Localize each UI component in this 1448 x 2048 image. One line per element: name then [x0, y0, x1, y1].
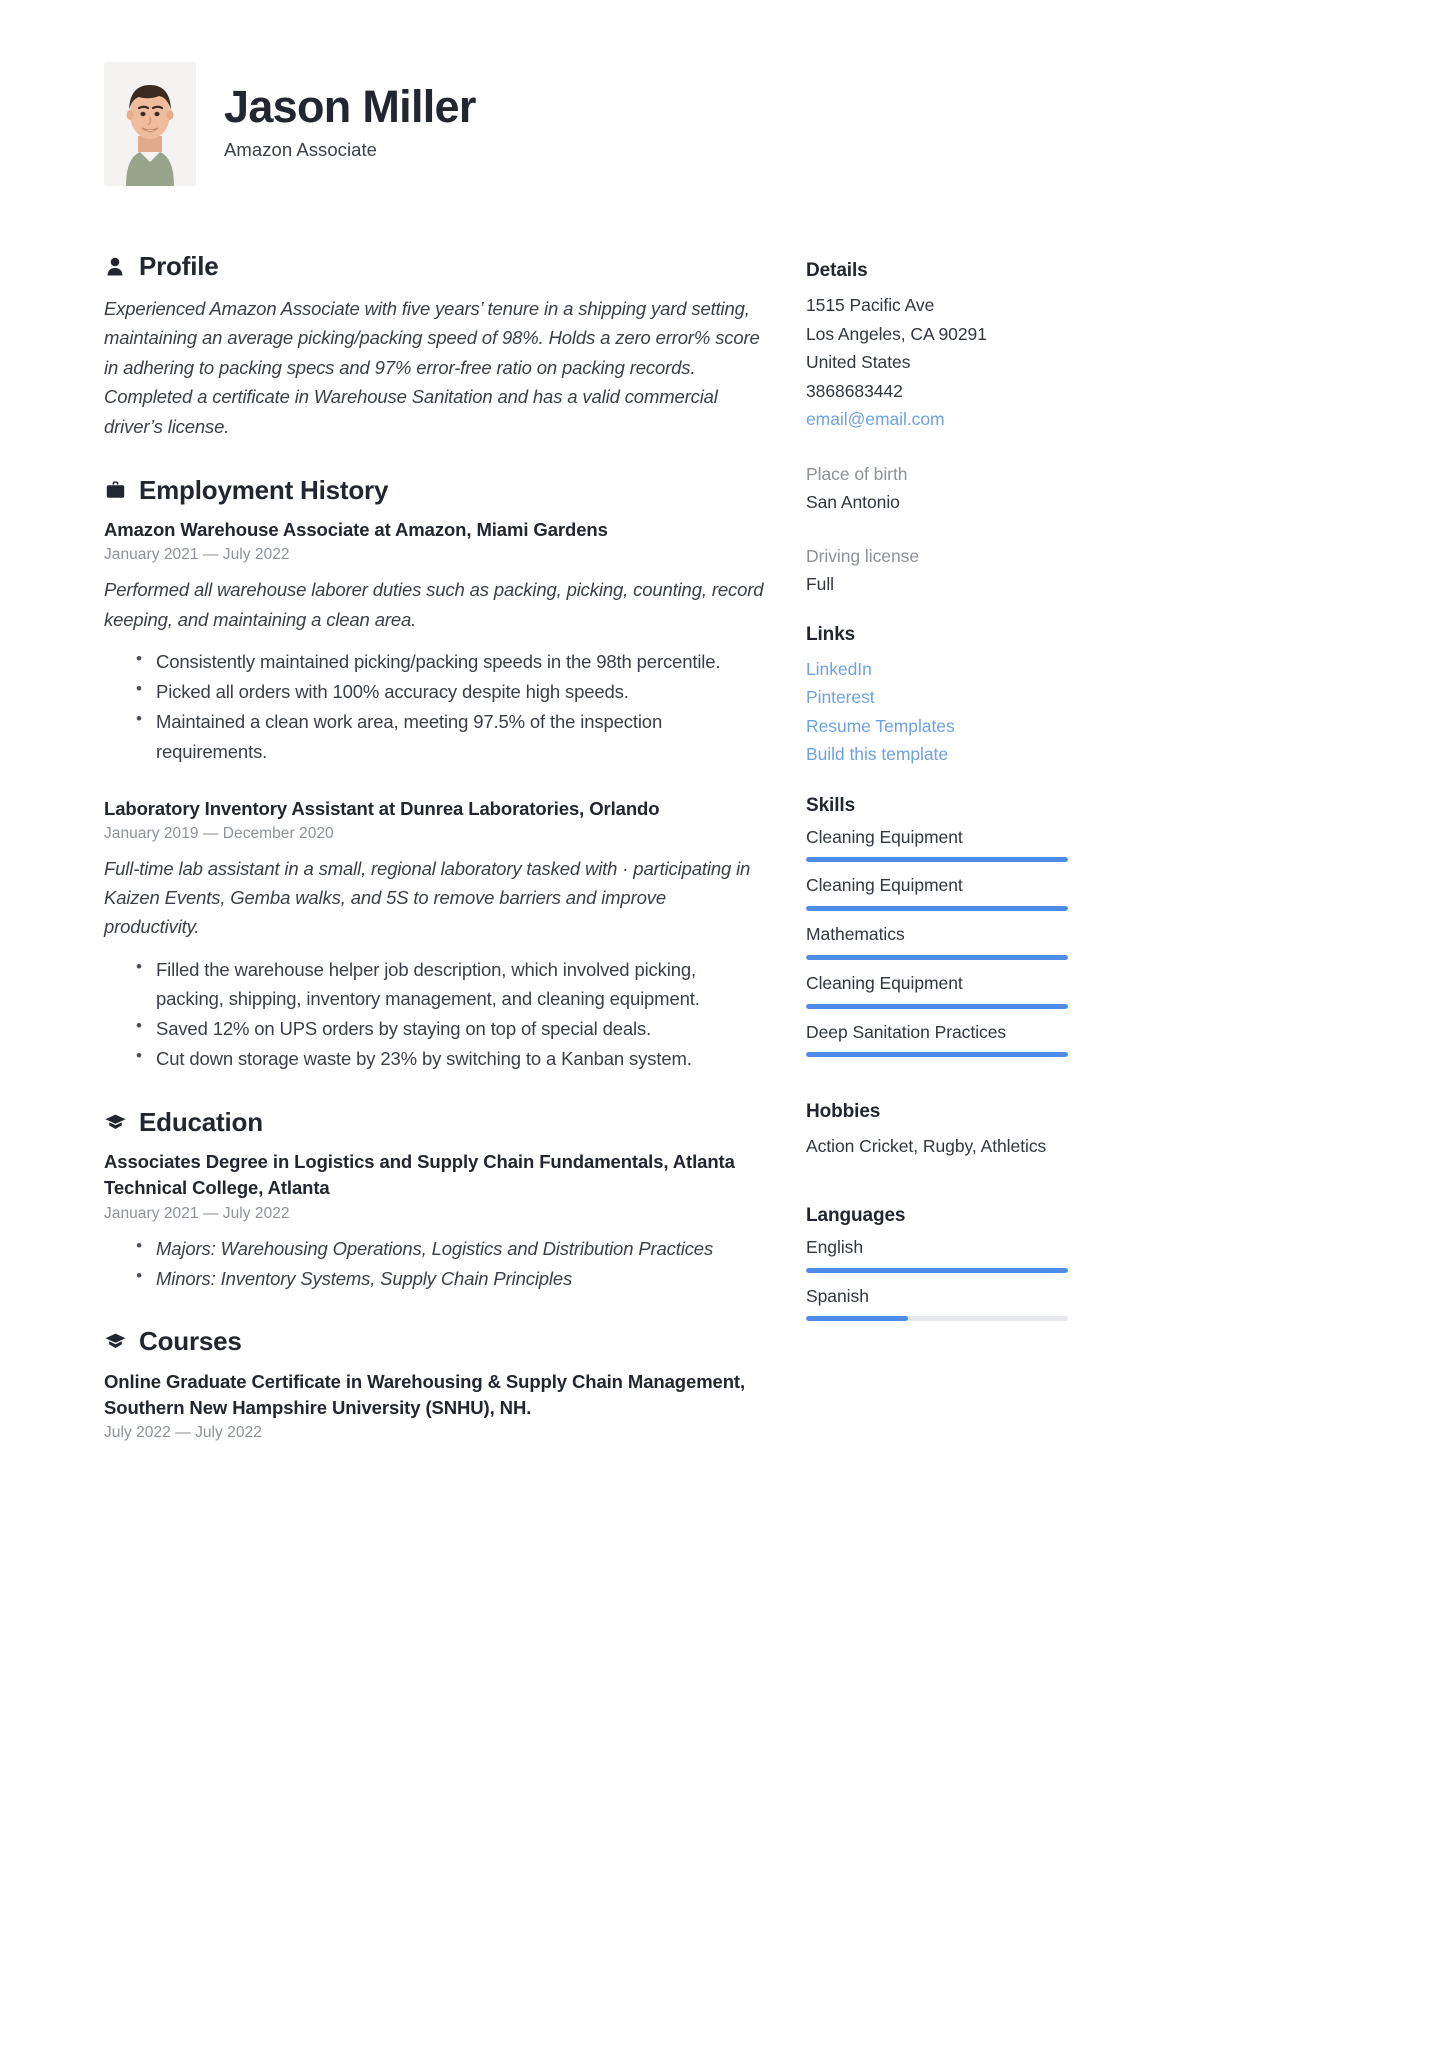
employment-entry [104, 796, 764, 1074]
section-employment [104, 476, 764, 1074]
skill-label: Cleaning Equipment [806, 875, 963, 896]
list-item: • Consistently maintained picking/packing speeds in the 98th percentile. [136, 647, 764, 676]
sidebar-skills [806, 795, 1106, 1058]
link-resume-templates[interactable]: Resume Templates [806, 715, 955, 736]
detail-phone: 3868683442 [806, 380, 903, 401]
resume-header [104, 62, 1344, 186]
list-item: • Saved 12% on UPS orders by staying on top of special deals. [136, 1014, 764, 1043]
sidebar-place-of-birth [806, 460, 1106, 516]
course-entry [104, 1369, 764, 1443]
course-entry-date: July 2022 — July 2022 [104, 1424, 262, 1442]
skill-progress-track [806, 1052, 1068, 1057]
list-item: • Picked all orders with 100% accuracy despite high speeds. [136, 677, 764, 706]
detail-address-line1: 1515 Pacific Ave [806, 295, 935, 315]
language-label: Spanish [806, 1285, 869, 1306]
skill-progress-track [806, 1004, 1068, 1009]
profile-text: Experienced Amazon Associate with five years’ tenure in a shipping yard setting, maintaining an average picking/packing speed of 98%. Holds a zero error% score in adhering to packing specs and 97% error-free ratio on packing records. Completed a certificate in Warehouse Sanitation and has a valid commercial driver’s license. [104, 297, 760, 437]
list-item: • Maintained a clean work area, meeting 97.5% of the inspection requirements. [136, 707, 764, 765]
resume-body [104, 252, 1344, 1476]
driving-license-value: Full [806, 573, 834, 594]
language-item [806, 1236, 1106, 1273]
language-progress-fill [806, 1316, 908, 1321]
skill-item [806, 972, 1106, 1009]
graduation-cap-icon [104, 1330, 126, 1352]
skill-progress-fill [806, 1052, 1068, 1057]
section-courses [104, 1327, 764, 1442]
section-header-employment [104, 476, 764, 505]
sidebar-links [806, 624, 1106, 769]
candidate-name: Jason Miller [224, 81, 476, 133]
spacer [806, 1187, 1106, 1205]
spacer [806, 1083, 1106, 1101]
education-entry [104, 1149, 764, 1293]
language-label: English [806, 1236, 864, 1257]
skill-progress-fill [806, 906, 1068, 911]
list-item: • Minors: Inventory Systems, Supply Chain Principles [136, 1264, 764, 1293]
course-entry-title: Online Graduate Certificate in Warehousing & Supply Chain Management, Southern New Hampshire University (SNHU), NH. [104, 1370, 746, 1418]
section-title-employment: Employment History [139, 474, 389, 505]
skill-label: Mathematics [806, 924, 905, 945]
sidebar-details [806, 260, 1106, 434]
driving-license-label: Driving license [806, 545, 920, 566]
section-header-profile [104, 252, 764, 281]
education-entry-title: Associates Degree in Logistics and Supply Chain Fundamentals, Atlanta Technical College, Atlanta [104, 1151, 735, 1199]
list-item: • Majors: Warehousing Operations, Logistics and Distribution Practices [136, 1234, 764, 1263]
skill-progress-fill [806, 857, 1068, 862]
skill-item [806, 874, 1106, 911]
language-progress-fill [806, 1268, 1068, 1273]
skill-label: Deep Sanitation Practices [806, 1021, 1007, 1042]
place-of-birth-value: San Antonio [806, 491, 900, 512]
employment-entry [104, 517, 764, 766]
employment-entry-description: Performed all warehouse laborer duties such as packing, picking, counting, record keeping, and maintaining a clean area. [104, 579, 764, 630]
list-item: • Cut down storage waste by 23% by switching to a Kanban system. [136, 1044, 764, 1073]
section-header-education [104, 1108, 764, 1137]
graduation-cap-icon [104, 1111, 126, 1133]
language-item [806, 1285, 1106, 1322]
detail-country: United States [806, 352, 911, 373]
main-column [104, 252, 764, 1476]
skill-item [806, 826, 1106, 863]
sidebar-heading-languages: Languages [806, 1204, 906, 1226]
sidebar-languages [806, 1205, 1106, 1322]
link-linkedin[interactable]: LinkedIn [806, 658, 872, 679]
sidebar-heading-details: Details [806, 260, 868, 281]
sidebar-driving-license [806, 542, 1106, 598]
section-header-courses [104, 1327, 764, 1356]
sidebar-heading-links: Links [806, 623, 856, 645]
employment-entry-bullets [104, 955, 764, 1074]
employment-entry-date: January 2019 — December 2020 [104, 825, 334, 842]
language-progress-track [806, 1316, 1068, 1321]
skill-label: Cleaning Equipment [806, 972, 963, 993]
skill-progress-fill [806, 1004, 1068, 1009]
briefcase-icon [104, 479, 126, 501]
education-entry-date: January 2021 — July 2022 [104, 1204, 290, 1222]
link-build-this-template[interactable]: Build this template [806, 744, 949, 765]
sidebar-heading-skills: Skills [806, 794, 856, 816]
skill-progress-track [806, 857, 1068, 862]
section-title-education: Education [139, 1106, 263, 1137]
language-progress-track [806, 1268, 1068, 1273]
employment-entry-title: Laboratory Inventory Assistant at Dunrea Laboratories, Orlando [104, 797, 660, 819]
employment-entry-date: January 2021 — July 2022 [104, 546, 290, 564]
skill-item [806, 923, 1106, 960]
skill-label: Cleaning Equipment [806, 826, 963, 847]
education-entry-bullets [104, 1234, 764, 1293]
sidebar-column [806, 252, 1106, 1347]
section-title-courses: Courses [139, 1326, 242, 1357]
detail-email-link[interactable]: email@email.com [806, 409, 945, 430]
detail-address-line2: Los Angeles, CA 90291 [806, 323, 987, 344]
section-profile [104, 252, 764, 442]
skill-progress-track [806, 955, 1068, 960]
skill-progress-track [806, 906, 1068, 911]
link-pinterest[interactable]: Pinterest [806, 687, 875, 708]
header-text [224, 83, 476, 164]
employment-entry-bullets [104, 647, 764, 766]
list-item: • Filled the warehouse helper job description, which involved picking, packing, shipping, inventory management, and cleaning equipment. [136, 955, 764, 1013]
sidebar-hobbies [806, 1101, 1106, 1161]
employment-entry-title: Amazon Warehouse Associate at Amazon, Miami Gardens [104, 519, 608, 541]
candidate-job-title: Amazon Associate [224, 138, 377, 160]
section-title-profile: Profile [139, 251, 219, 281]
sidebar-heading-hobbies: Hobbies [806, 1101, 881, 1123]
avatar [104, 62, 196, 186]
skill-progress-fill [806, 955, 1068, 960]
place-of-birth-label: Place of birth [806, 463, 908, 484]
hobbies-value: Action Cricket, Rugby, Athletics [806, 1136, 1047, 1157]
person-icon [104, 255, 126, 277]
employment-entry-description: Full-time lab assistant in a small, regional laboratory tasked with · participating in Kaizen Events, Gemba walks, and 5S to remove barriers and improve productivity. [104, 858, 751, 938]
skill-item [806, 1021, 1106, 1058]
section-education [104, 1108, 764, 1294]
